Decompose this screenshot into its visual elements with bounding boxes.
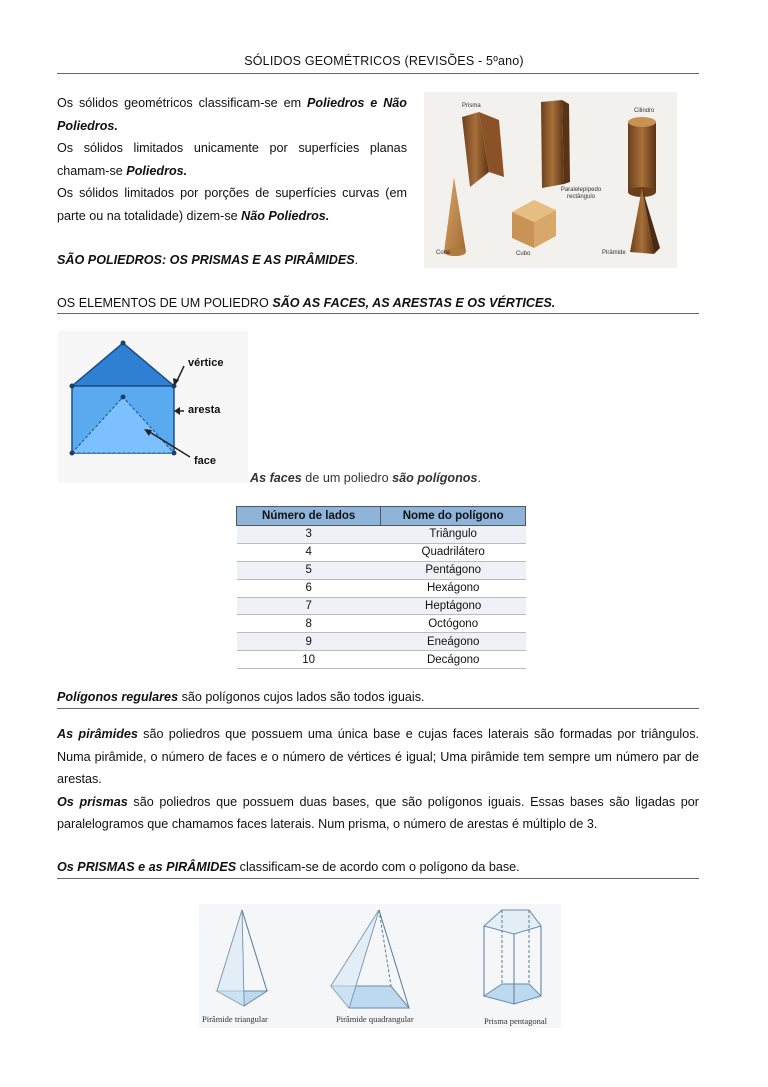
- cell-name: Decágono: [381, 651, 526, 669]
- header-nome-poligono: Nome do polígono: [381, 507, 526, 526]
- regular-polygons-text: [57, 688, 699, 706]
- label-piramide-quadrangular: Pirâmide quadrangular: [336, 1014, 414, 1024]
- elements-heading-emph: SÃO AS FACES, AS ARESTAS E OS VÉRTICES.: [272, 296, 556, 310]
- prism-top-face: [72, 343, 174, 386]
- bottom-figure-svg: [199, 904, 561, 1028]
- cell-sides: 4: [237, 543, 381, 561]
- classify-text: [57, 858, 699, 876]
- vertex-dot: [121, 395, 126, 400]
- label-vertice: vértice: [188, 357, 224, 369]
- cell-sides: 5: [237, 561, 381, 579]
- intro-p4-emph: SÃO POLIEDROS: OS PRISMAS E AS PIRÂMIDES: [57, 253, 355, 267]
- label-face: face: [194, 455, 217, 467]
- vertex-dot: [121, 341, 126, 346]
- pyramids-emph: As pirâmides: [57, 727, 138, 741]
- cell-sides: 3: [237, 526, 381, 544]
- label-cilindro: Cilindro: [634, 108, 655, 114]
- intro-p4: [57, 249, 407, 272]
- cell-name: Heptágono: [381, 597, 526, 615]
- classify-emph: Os PRISMAS e as PIRÂMIDES: [57, 860, 237, 874]
- prism-elements-diagram: [58, 331, 248, 483]
- cylinder-solid: [628, 122, 656, 192]
- table-row: [237, 615, 526, 633]
- cell-name: Eneágono: [381, 633, 526, 651]
- cell-sides: 7: [237, 597, 381, 615]
- polygon-table-header-row: [237, 507, 526, 526]
- cell-sides: 10: [237, 651, 381, 669]
- faces-statement-text1: de um poliedro: [301, 471, 393, 485]
- cell-name: Hexágono: [381, 579, 526, 597]
- page-title: SÓLIDOS GEOMÉTRICOS (REVISÕES - 5ºano): [244, 54, 524, 68]
- prisms-paragraph: [57, 791, 699, 836]
- label-cubo: Cubo: [516, 251, 531, 257]
- faces-statement-emph1: As faces: [250, 471, 302, 485]
- intro-p2: [57, 137, 407, 182]
- cell-sides: 8: [237, 615, 381, 633]
- pentagonal-prism-drawing: [484, 910, 541, 1004]
- label-paralelepipedo: Paralelepípedo rectângulo: [560, 187, 602, 200]
- cell-sides: 9: [237, 633, 381, 651]
- polygon-table: [236, 506, 526, 669]
- table-row: [237, 561, 526, 579]
- cell-name: Triângulo: [381, 526, 526, 544]
- label-piramide-triangular: Pirâmide triangular: [202, 1014, 268, 1024]
- title-rule: [57, 73, 699, 74]
- cell-sides: 6: [237, 579, 381, 597]
- vertex-dot: [172, 451, 177, 456]
- label-aresta: aresta: [188, 404, 221, 416]
- cell-name: Quadrilátero: [381, 543, 526, 561]
- label-cone: Cone: [436, 250, 451, 256]
- elements-heading: [57, 294, 699, 312]
- faces-statement: [250, 471, 481, 485]
- intro-p1-emph: Poliedros e Não Poliedros.: [57, 96, 407, 133]
- label-prisma-pentagonal: Prisma pentagonal: [484, 1016, 548, 1026]
- table-row: [237, 526, 526, 544]
- intro-text: [57, 92, 407, 272]
- triangular-pyramid-drawing: [217, 910, 267, 1006]
- polygon-table-wrapper: [236, 506, 526, 669]
- intro-p1: [57, 92, 407, 137]
- intro-p4-text: .: [354, 253, 359, 267]
- intro-p3-text: Os sólidos limitados por porções de superfícies curvas (em parte ou na totalidade) dizem-se: [57, 186, 407, 223]
- intro-p2-emph: Poliedros.: [126, 163, 188, 178]
- pyramids-text: são poliedros que possuem uma única base e cujas faces laterais são formadas por triângulos. Numa pirâmide, o número de faces e o número de vértices é igual; Uma pirâmide tem sempre um número par de arestas.: [57, 727, 699, 786]
- regular-text: são polígonos cujos lados são todos iguais.: [178, 690, 425, 704]
- table-row: [237, 633, 526, 651]
- solids-photo-drawing: [424, 92, 677, 268]
- regular-rule: [57, 708, 699, 709]
- intro-p3-emph: Não Poliedros.: [241, 208, 330, 223]
- elements-heading-text: OS ELEMENTOS DE UM POLIEDRO: [57, 296, 273, 310]
- parallelepiped-solid: [541, 100, 564, 188]
- pyramids-prisms-text: [57, 723, 699, 836]
- table-row: [237, 651, 526, 669]
- pyramids-prism-figure: [199, 904, 561, 1028]
- cone-solid: [444, 177, 466, 252]
- table-row: [237, 597, 526, 615]
- table-row: [237, 543, 526, 561]
- pyramids-paragraph: [57, 723, 699, 791]
- cell-name: Octógono: [381, 615, 526, 633]
- square-pyramid-drawing: [331, 910, 409, 1008]
- faces-statement-text2: .: [477, 471, 481, 485]
- classify-rule: [57, 878, 699, 879]
- label-piramide: Pirâmide: [602, 250, 626, 256]
- table-row: [237, 579, 526, 597]
- label-prisma: Prisma: [462, 103, 481, 109]
- cell-name: Pentágono: [381, 561, 526, 579]
- vertex-dot: [70, 451, 75, 456]
- prisms-text: são poliedros que possuem duas bases, que são polígonos iguais. Essas bases são ligadas por paralelogramos que chamamos faces laterais. Num prisma, o número de arestas é múltiplo de 3.: [57, 794, 699, 831]
- intro-p3: [57, 182, 407, 227]
- elements-rule: [57, 313, 699, 314]
- classify-text-rest: classificam-se de acordo com o polígono da base.: [236, 860, 520, 874]
- faces-statement-emph2: são polígonos: [392, 471, 478, 485]
- intro-p1-text: Os sólidos geométricos classificam-se em: [57, 96, 307, 110]
- prisms-emph: Os prismas: [57, 794, 128, 809]
- regular-emph: Polígonos regulares: [57, 690, 179, 704]
- vertex-dot: [70, 384, 75, 389]
- intro-p2-text: Os sólidos limitados unicamente por superfícies planas chamam-se: [57, 141, 407, 178]
- solids-photo: [424, 92, 677, 268]
- header-num-lados: Número de lados: [237, 507, 381, 526]
